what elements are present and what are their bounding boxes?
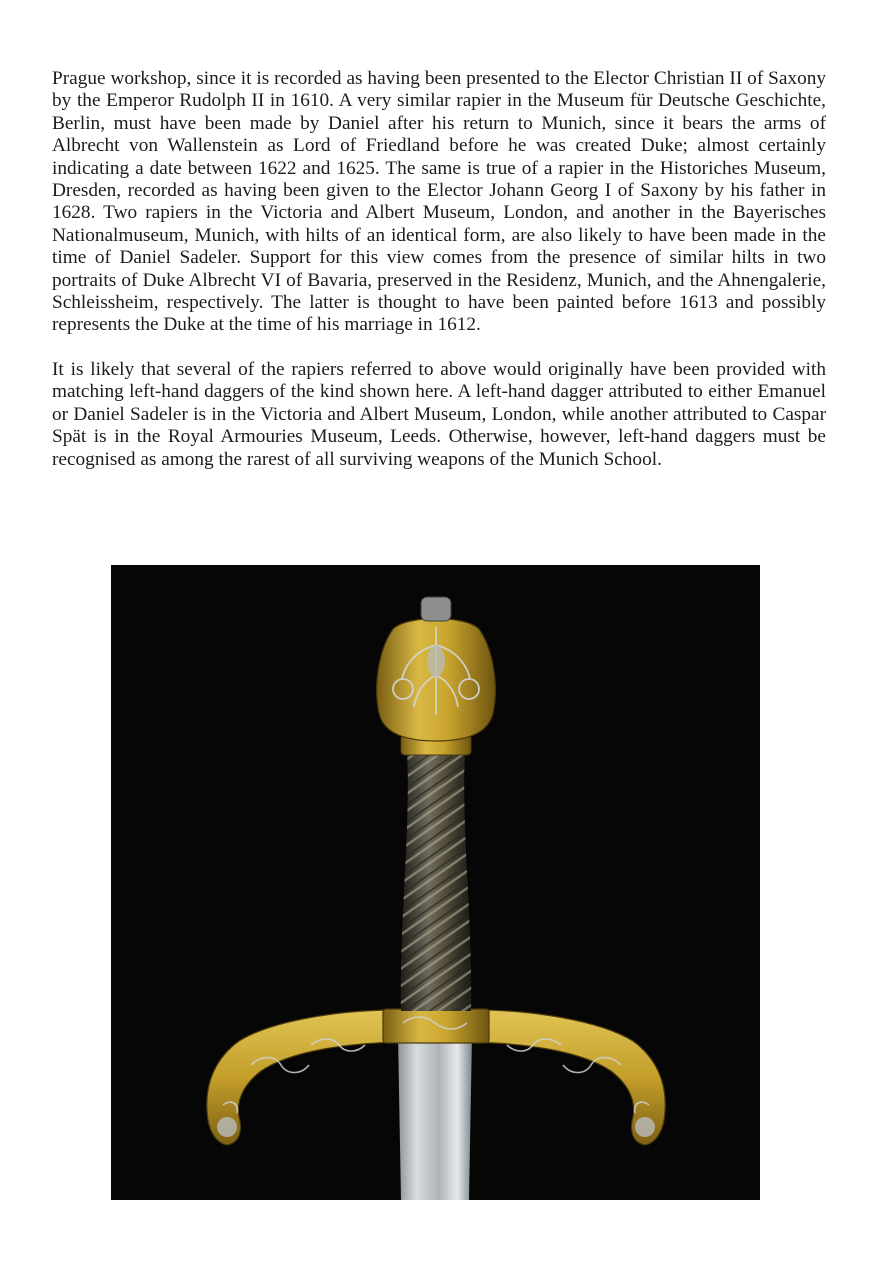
- paragraph-2: It is likely that several of the rapiers referred to above would originally have been provided with matching left-hand daggers of the kind shown here. A left-hand dagger attributed to either Emanuel or Daniel Sadeler is in the Victoria and Albert Museum, London, while another attributed to Caspar Spät is in the Royal Armouries Museum, Leeds. Otherwise, however, left-hand daggers must be recognised as among the rarest of all surviving weapons of the Munich School.: [52, 358, 826, 470]
- body-text: [52, 68, 826, 471]
- dagger-photograph: [111, 565, 760, 1200]
- pommel-button: [421, 597, 451, 621]
- paragraph-1: Prague workshop, since it is recorded as having been presented to the Elector Christian II of Saxony by the Emperor Rudolph II in 1610. A very similar rapier in the Museum für Deutsche Geschichte, Berlin, must have been made by Daniel after his return to Munich, since it bears the arms of Albrecht von Wallenstein as Lord of Friedland before he was created Duke; almost certainly indicating a date between 1622 and 1625. The same is true of a rapier in the Historiches Museum, Dresden, recorded as having been given to the Elector Johann Georg I of Saxony by his father in 1628. Two rapiers in the Victoria and Albert Museum, London, and another in the Bayerisches Nationalmuseum, Munich, with hilts of an identical form, are also likely to have been made in the time of Daniel Sadeler. Support for this view comes from the presence of similar hilts in two portraits of Duke Albrecht VI of Bavaria, preserved in the Residenz, Munich, and the Ahnengalerie, Schleissheim, respectively. The latter is thought to have been painted before 1613 and possibly represents the Duke at the time of his marriage in 1612.: [52, 68, 826, 336]
- quillon-block: [383, 1009, 489, 1043]
- blade: [398, 1035, 472, 1200]
